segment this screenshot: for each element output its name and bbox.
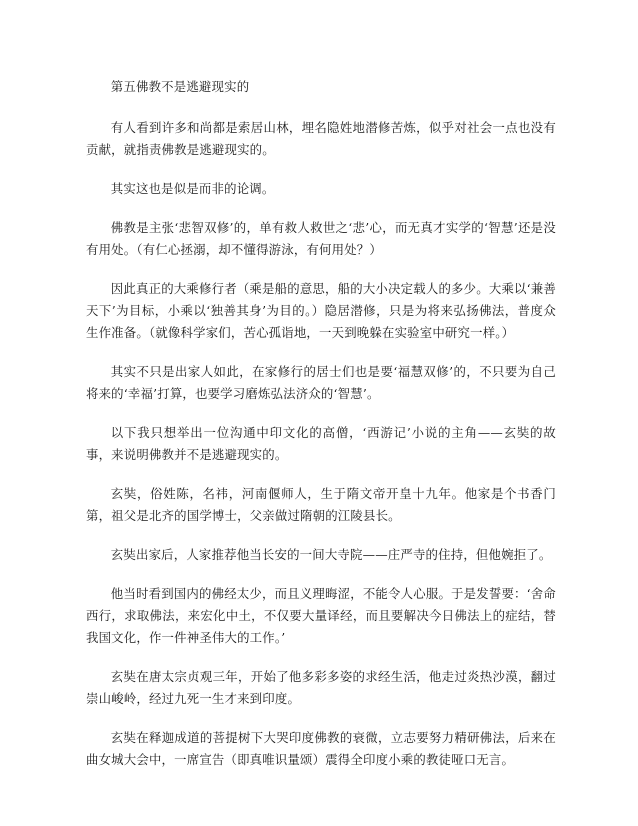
section-title: 第五佛教不是逃避现实的 — [110, 79, 250, 94]
paragraph-7: 玄奘，俗姓陈，名祎，河南偃师人，生于隋文帝开皇十九年。他家是个书香门第，祖父是北齐的国学博士，父亲做过隋朝的江陵县长。 — [86, 486, 556, 523]
paragraph-4: 因此真正的大乘修行者（乘是船的意思，船的大小决定载人的多少。大乘以‘兼善天下’为目标，小乘以‘独善其身’为目的。）隐居潜修，只是为将来弘扬佛法，普度众生作准备。（就像科学家们，苦心孤诣地，一天到晚躲在实验室中研究一样。） — [86, 281, 556, 340]
paragraph-5: 其实不只是出家人如此，在家修行的居士们也是要‘福慧双修’的，不只要为自己将来的‘幸福’打算，也要学习磨炼弘法济众的‘智慧’。 — [86, 364, 556, 401]
document-body — [86, 76, 556, 788]
paragraph-6: 以下我只想举出一位沟通中印文化的高僧，‘西游记’小说的主角——玄奘的故事，来说明佛教并不是逃避现实的。 — [86, 425, 556, 462]
paragraph-2: 其实这也是似是而非的论调。 — [110, 181, 275, 196]
paragraph-3: 佛教是主张‘悲智双修’的，单有救人救世之‘悲’心，而无真才实学的‘智慧’还是没有用处。（有仁心拯溺，却不懂得游泳，有何用处？） — [86, 220, 556, 257]
paragraph-8: 玄奘出家后，人家推荐他当长安的一间大寺院——庄严寺的住持，但他婉拒了。 — [110, 547, 552, 562]
paragraph-9: 他当时看到国内的佛经太少，而且义理晦涩，不能令人心服。于是发誓要：‘舍命西行，求取佛法，来宏化中土，不仅要大量译经，而且要解决今日佛法上的症结，替我国文化，作一件神圣伟大的工作。’ — [86, 586, 556, 645]
paragraph-1: 有人看到许多和尚都是索居山林，埋名隐姓地潜修苦炼，似乎对社会一点也没有贡献，就指责佛教是逃避现实的。 — [86, 120, 556, 157]
paragraph-11: 玄奘在释迦成道的菩提树下大哭印度佛教的衰微，立志要努力精研佛法，后来在曲女城大会中，一席宣告（即真唯识量颂）震得全印度小乘的教徒哑口无言。 — [86, 730, 556, 767]
paragraph-10: 玄奘在唐太宗贞观三年，开始了他多彩多姿的求经生活，他走过炎热沙漠，翻过崇山峻岭，经过九死一生才来到印度。 — [86, 669, 556, 706]
